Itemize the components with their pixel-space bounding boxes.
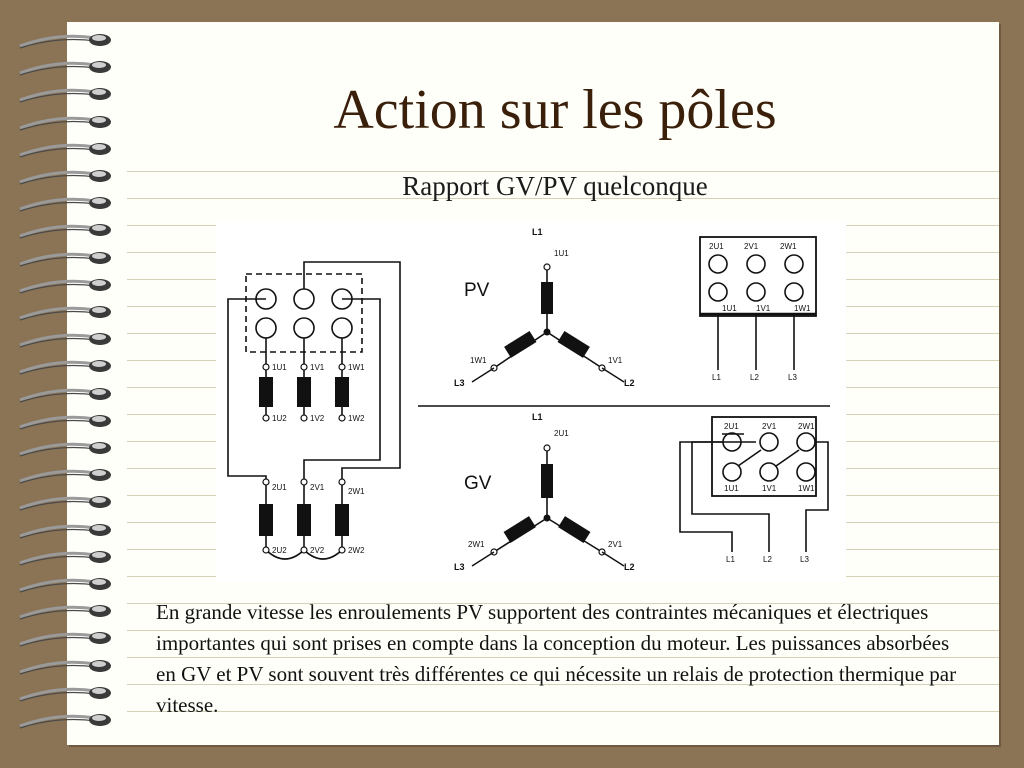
spiral-ring-icon: [18, 246, 114, 270]
svg-text:2U1: 2U1: [554, 429, 569, 438]
terminal-circle: [256, 318, 276, 338]
terminal-circle: [294, 318, 314, 338]
spiral-ring-icon: [18, 218, 114, 242]
spiral-ring-icon: [18, 545, 114, 569]
spiral-ring-icon: [18, 55, 114, 79]
terminal-label: 2W2: [348, 546, 365, 555]
svg-text:2W1: 2W1: [798, 422, 815, 431]
slide-subtitle: Rapport GV/PV quelconque: [402, 171, 708, 201]
terminal-label: 1W2: [348, 414, 365, 423]
svg-text:L1: L1: [712, 373, 721, 382]
svg-text:2V1: 2V1: [744, 242, 759, 251]
terminal-label: 2U2: [272, 546, 287, 555]
spiral-ring-icon: [18, 382, 114, 406]
svg-text:1U1: 1U1: [724, 484, 739, 493]
spiral-ring-icon: [18, 572, 114, 596]
svg-text:1W1: 1W1: [798, 484, 815, 493]
terminal-label: 2V1: [310, 483, 325, 492]
svg-text:2U1: 2U1: [709, 242, 724, 251]
svg-text:L3: L3: [788, 373, 797, 382]
slide-title: Action sur les pôles: [333, 79, 777, 141]
svg-text:1V1: 1V1: [756, 304, 771, 313]
spiral-ring-icon: [18, 327, 114, 351]
svg-text:L1: L1: [532, 227, 543, 237]
terminal-circle: [294, 289, 314, 309]
spiral-ring-icon: [18, 354, 114, 378]
svg-text:1W1: 1W1: [794, 304, 811, 313]
svg-text:L2: L2: [750, 373, 759, 382]
svg-text:L1: L1: [532, 412, 543, 422]
terminal-circle: [332, 318, 352, 338]
terminal-label: 1U1: [272, 363, 287, 372]
svg-text:L2: L2: [624, 562, 635, 572]
gv-terminal-box: [680, 417, 828, 564]
spiral-ring-icon: [18, 28, 114, 52]
svg-text:2W1: 2W1: [468, 540, 485, 549]
body-paragraph: En grande vitesse les enroulements PV supportent des contraintes mécaniques et électriques importantes qui sont prises en compte dans la conception du moteur. Les puissances absorbées en GV et PV sont souvent très différentes ce qui nécessite un relais de protection thermique par vitesse.: [156, 600, 957, 717]
svg-text:1W1: 1W1: [470, 356, 487, 365]
svg-text:L2: L2: [624, 378, 635, 388]
svg-text:2W1: 2W1: [780, 242, 797, 251]
svg-text:L2: L2: [763, 555, 772, 564]
spiral-ring-icon: [18, 436, 114, 460]
svg-text:L1: L1: [726, 555, 735, 564]
terminal-label: 2U1: [272, 483, 287, 492]
spiral-ring-icon: [18, 518, 114, 542]
svg-text:L3: L3: [454, 378, 465, 388]
terminal-label: 1U2: [272, 414, 287, 423]
terminal-label: 2W1: [348, 487, 365, 496]
spiral-ring-icon: [18, 654, 114, 678]
svg-text:1U1: 1U1: [722, 304, 737, 313]
spiral-ring-icon: [18, 599, 114, 623]
terminal-label: 1V1: [310, 363, 325, 372]
svg-text:2V1: 2V1: [762, 422, 777, 431]
spiral-ring-icon: [18, 273, 114, 297]
svg-text:1U1: 1U1: [554, 249, 569, 258]
spiral-ring-icon: [18, 708, 114, 732]
svg-text:1V1: 1V1: [608, 356, 623, 365]
gv-label: GV: [464, 473, 492, 494]
svg-text:2U1: 2U1: [724, 422, 739, 431]
pv-star: [454, 227, 635, 388]
wiring-diagram: [216, 220, 846, 582]
spiral-ring-icon: [18, 300, 114, 324]
spiral-ring-icon: [18, 626, 114, 650]
pv-label: PV: [464, 280, 490, 301]
svg-text:2V1: 2V1: [608, 540, 623, 549]
svg-text:L3: L3: [800, 555, 809, 564]
terminal-label: 1W1: [348, 363, 365, 372]
terminal-label: 1V2: [310, 414, 325, 423]
svg-text:1V1: 1V1: [762, 484, 777, 493]
terminal-label: 2V2: [310, 546, 325, 555]
spiral-ring-icon: [18, 409, 114, 433]
spiral-ring-icon: [18, 681, 114, 705]
svg-text:L3: L3: [454, 562, 465, 572]
spiral-ring-icon: [18, 490, 114, 514]
pv-terminal-box: [700, 237, 816, 382]
spiral-ring-icon: [18, 463, 114, 487]
